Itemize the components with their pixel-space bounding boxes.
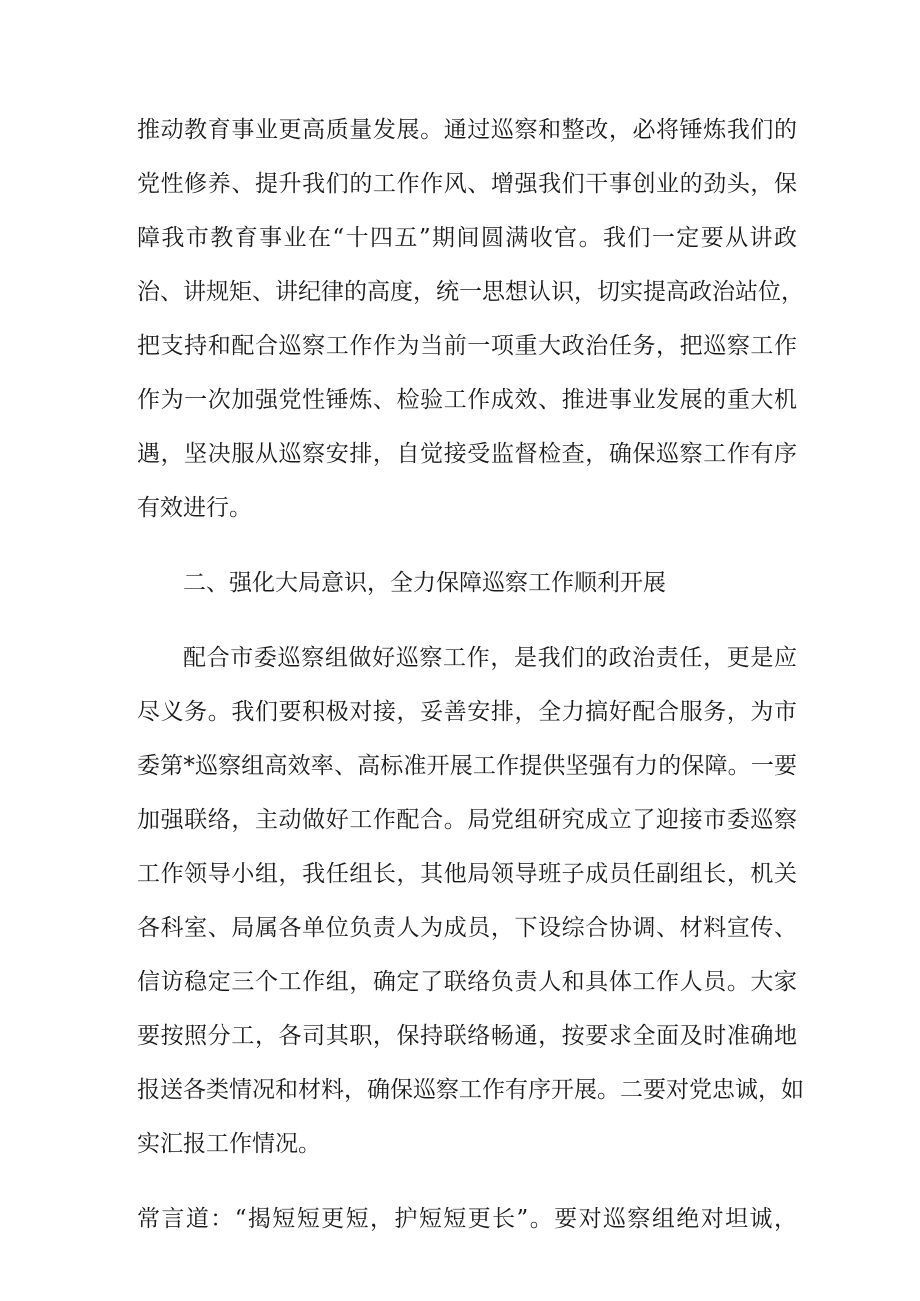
- paragraph-line: 治、讲规矩、讲纪律的高度，统一思想认识，切实提高政治站位，: [137, 279, 804, 305]
- paragraph-line: 要按照分工，各司其职，保持联络畅通，按要求全面及时准确地: [137, 1023, 797, 1049]
- paragraph-line: 配合市委巡察组做好巡察工作，是我们的政治责任，更是应: [183, 645, 797, 671]
- paragraph-line: 工作领导小组，我任组长，其他局领导班子成员任副组长，机关: [137, 861, 797, 887]
- paragraph-line: 信访稳定三个工作组，确定了联络负责人和具体工作人员。大家: [137, 969, 797, 995]
- paragraph-line: 有效进行。: [137, 495, 252, 521]
- paragraph-line: 常言道：“揭短短更短，护短短更长”。要对巡察组绝对坦诚，: [137, 1206, 797, 1232]
- paragraph-line: 委第*巡察组高效率、高标准开展工作提供坚强有力的保障。一要: [137, 753, 797, 779]
- paragraph-line: 各科室、局属各单位负责人为成员，下设综合协调、材料宣传、: [137, 915, 797, 941]
- paragraph-line: 障我市教育事业在“十四五”期间圆满收官。我们一定要从讲政: [137, 225, 797, 251]
- section-heading: 二、强化大局意识，全力保障巡察工作顺利开展: [183, 570, 666, 596]
- paragraph-line: 遇，坚决服从巡察安排，自觉接受监督检查，确保巡察工作有序: [137, 441, 797, 467]
- paragraph-line: 报送各类情况和材料，确保巡察工作有序开展。二要对党忠诚，如: [137, 1077, 804, 1103]
- paragraph-line: 党性修养、提升我们的工作作风、增强我们干事创业的劲头，保: [137, 171, 797, 197]
- paragraph-line: 推动教育事业更高质量发展。通过巡察和整改，必将锤炼我们的: [137, 117, 797, 143]
- paragraph-line: 实汇报工作情况。: [137, 1131, 321, 1157]
- paragraph-line: 尽义务。我们要积极对接，妥善安排，全力搞好配合服务，为市: [137, 699, 797, 725]
- paragraph-line: 作为一次加强党性锤炼、检验工作成效、推进事业发展的重大机: [137, 387, 797, 413]
- paragraph-line: 加强联络，主动做好工作配合。局党组研究成立了迎接市委巡察: [137, 807, 797, 833]
- paragraph-line: 把支持和配合巡察工作作为当前一项重大政治任务，把巡察工作: [137, 333, 797, 359]
